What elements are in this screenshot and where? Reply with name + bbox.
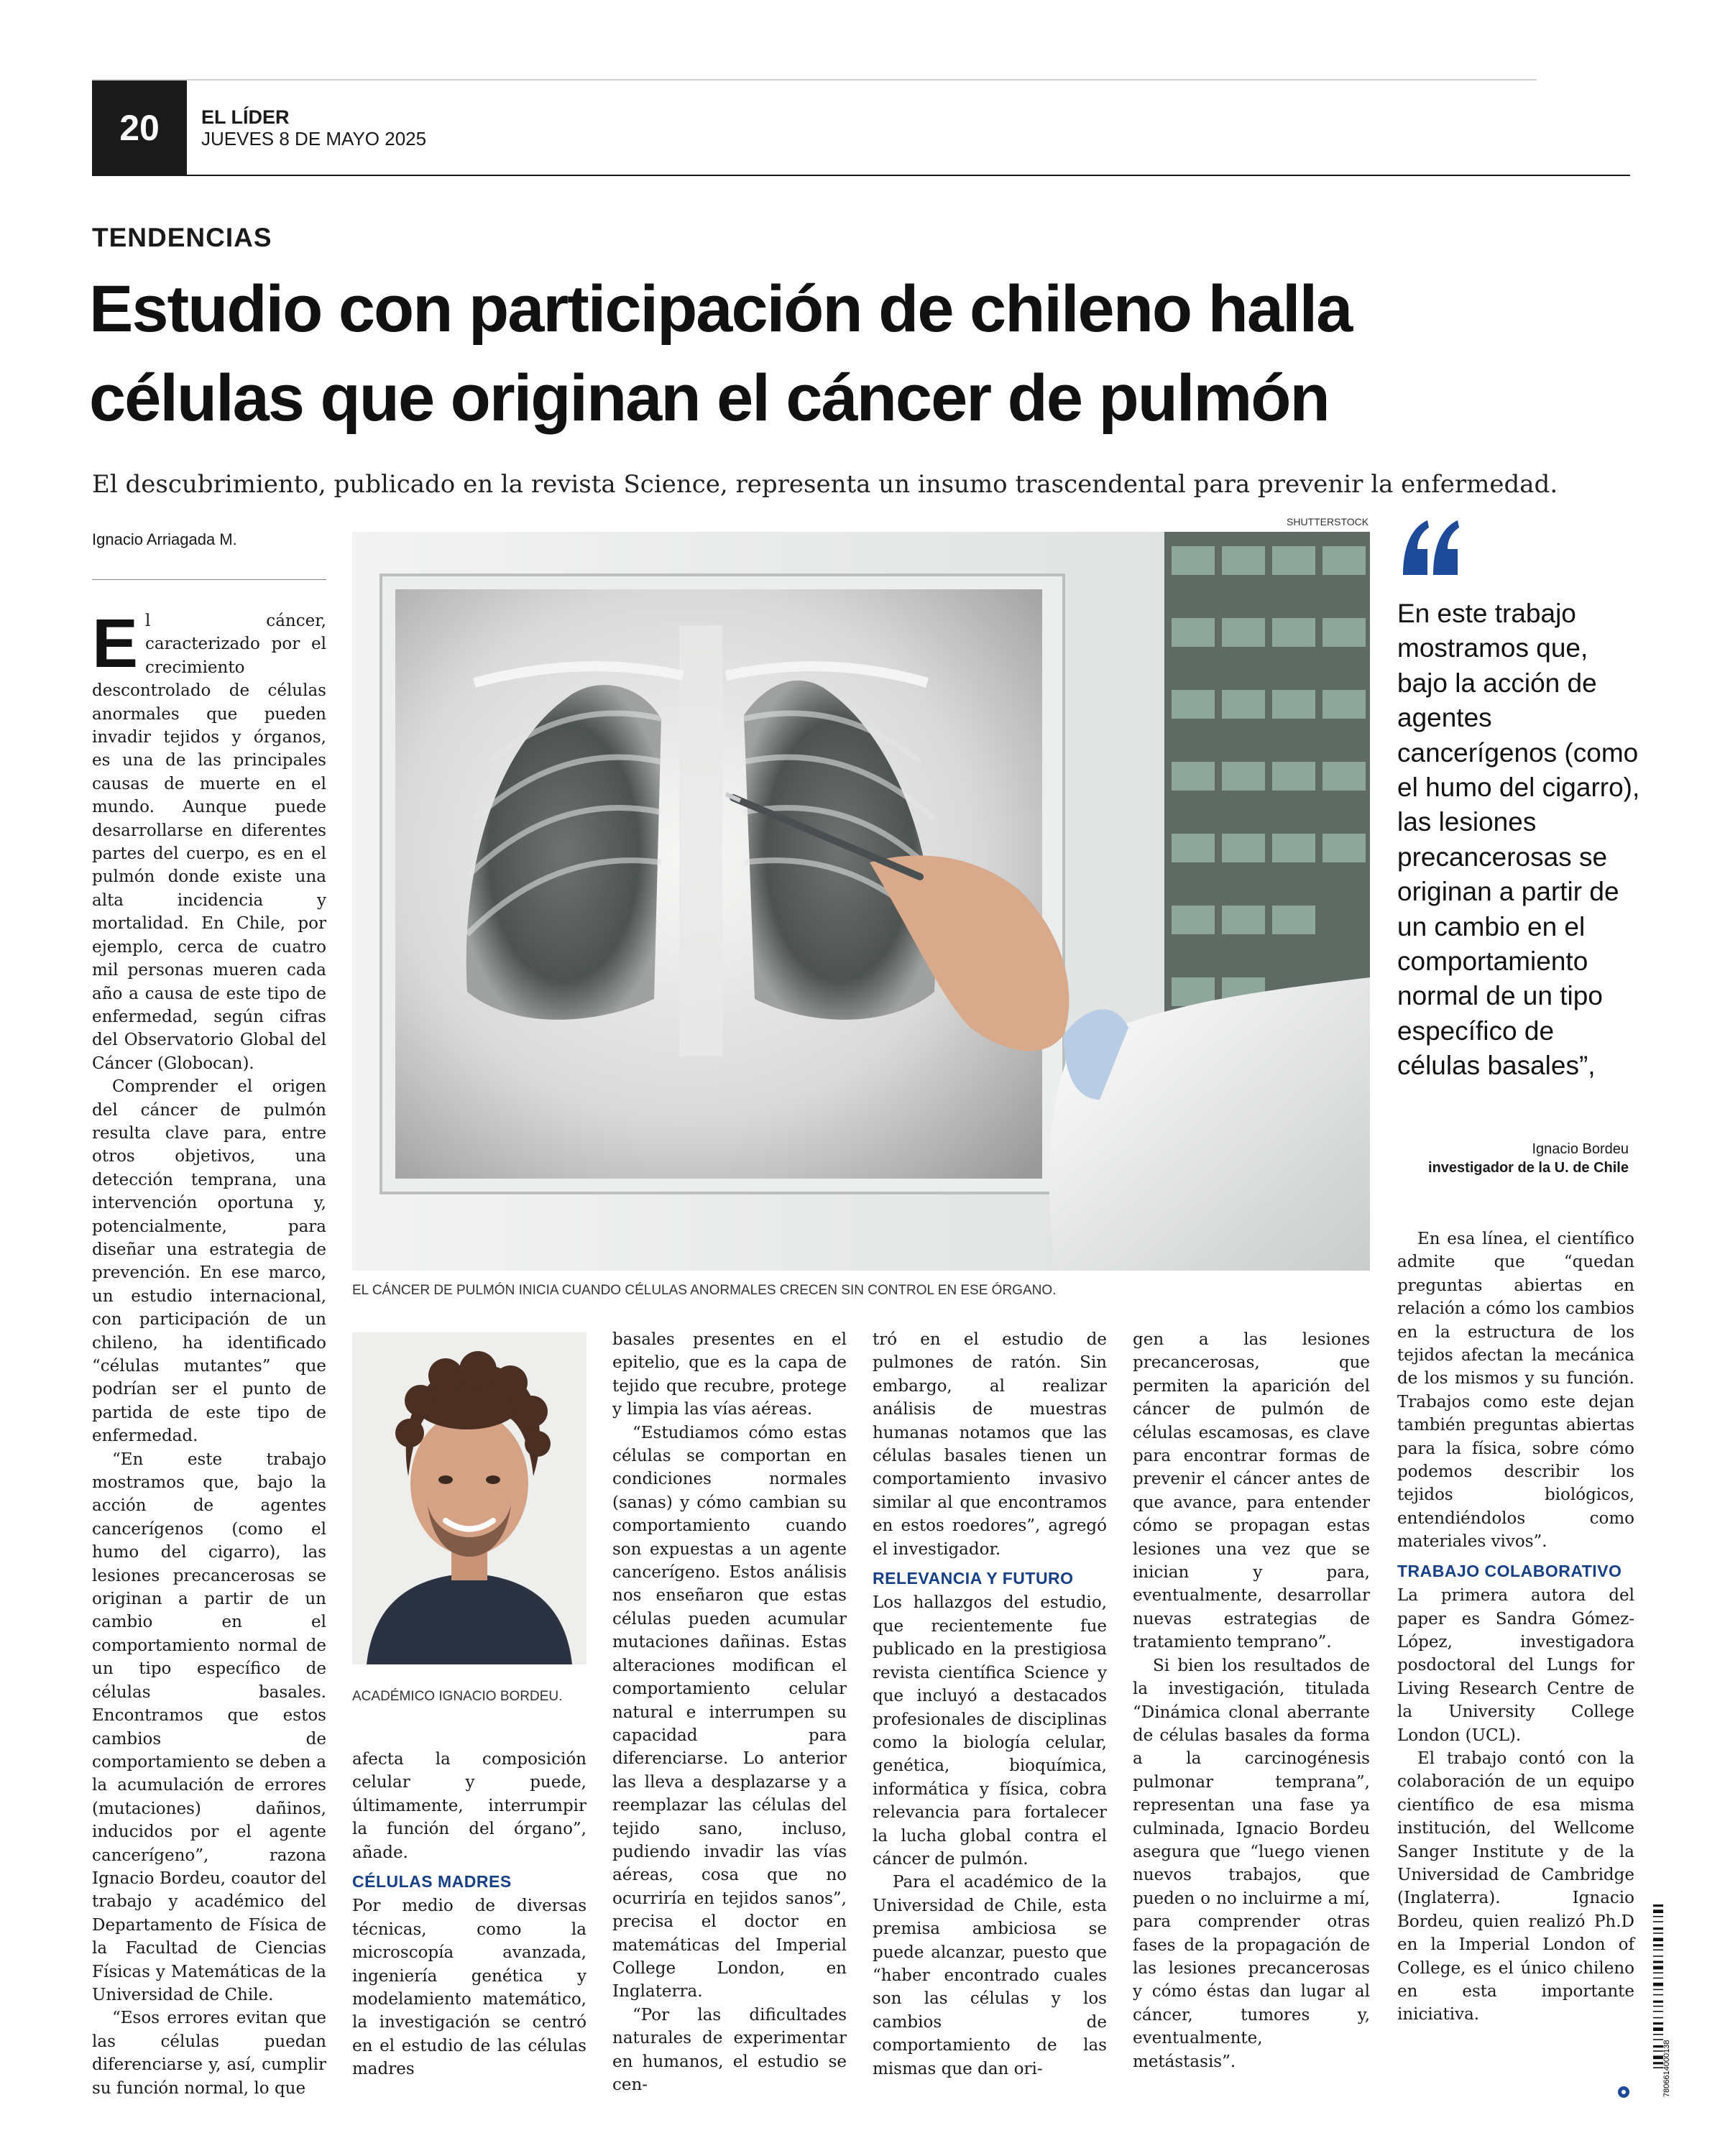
paragraph: tró en el estudio de pulmones de ratón. Sin embargo, al realizar análisis de muestras humanas notamos que las células basales tienen un comportamiento invasivo similar al que encontramos en estos roedores”, agregó el investigador. [873, 1330, 1107, 1559]
column-3 [612, 1328, 847, 2096]
paragraph: Comprender el origen del cáncer de pulmón resulta clave para, entre otros objetivos, una detección temprana, una intervención oportuna y, potencialmente, para diseñar una estrategia de prevención. En ese marco, un estudio internacional, con participación de un chileno, ha identificado “células mutantes” que podrían ser el punto de partida de este tipo de enfermedad. [92, 1077, 326, 1446]
byline: Ignacio Arriagada M. [92, 530, 237, 548]
portrait-caption: ACADÉMICO IGNACIO BORDEU. [352, 1689, 563, 1704]
quote-author-name: Ignacio Bordeu [1532, 1141, 1629, 1157]
paragraph: “En este trabajo mostramos que, bajo la acción de agentes cancerígenos (como el humo del cigarro), las lesiones precancerosas se originan a partir de un cambio en el comportamiento normal de un tipo específico de células basales. Encontramos que estos cambios de comportamiento se deben a la acumulación de errores (mutaciones) dañinos, inducidos por el agente cancerígeno”, razona Ignacio Bordeu, coautor del trabajo y académico del Departamento de Física de la Facultad de Ciencias Físicas y Matemáticas de la Universidad de Chile. [92, 1450, 326, 2004]
headline [89, 264, 1642, 443]
header-rule [92, 175, 1630, 176]
column-5 [1133, 1328, 1370, 2073]
subheading-relevancia: RELEVANCIA Y FUTURO [873, 1569, 1074, 1588]
paragraph: Si bien los resultados de la investigación, titulada “Dinámica clonal aberrante de células basales da forma a la carcinogénesis pulmonar temprana”, representan una fase ya culminada, Ignacio Bordeu asegura que “luego vienen nuevos trabajos, que pueden o no incluirme a mí, para comprender otras fases de la propagación de las lesiones precancerosas y cómo éstas dan lugar al cáncer, tumores y, eventualmente, metástasis”. [1133, 1656, 1370, 2071]
paper-date: JUEVES 8 DE MAYO 2025 [201, 128, 427, 149]
column-2 [352, 1748, 586, 2081]
photo-caption: EL CÁNCER DE PULMÓN INICIA CUANDO CÉLULAS ANORMALES CRECEN SIN CONTROL EN ESE ÓRGANO. [352, 1283, 1057, 1298]
headline-line-1: Estudio con participación de chileno halla [89, 272, 1352, 346]
column-1 [92, 605, 326, 2100]
quote-attribution [1428, 1140, 1629, 1177]
paragraph: El cáncer, caracterizado por el crecimiento descontrolado de células anormales que pueden invadir tejidos y órganos, es una de las principales causas de muerte en el mundo. Aunque puede desarrollarse en diferentes partes del cuerpo, es en el pulmón donde existe una alta incidencia y mortalidad. En Chile, por ejemplo, cerca de cuatro mil personas mueren cada año a causa de este tipo de enfermedad, según cifras del Observatorio Global del Cáncer (Globocan). [92, 605, 326, 1073]
page-number: 20 [92, 80, 187, 175]
paragraph: “Por las dificultades naturales de experimentar en humanos, el estudio se cen- [612, 2005, 847, 2094]
paragraph: gen a las lesiones precancerosas, que permiten la aparición del cáncer de pulmón de células escamosas, es clave para encontrar formas de prevenir el cáncer antes de que avance, para entender cómo se propagan estas lesiones una vez que se inician y para, eventualmente, desarrollar nuevas estrategias de tratamiento temprano”. [1133, 1330, 1370, 1652]
byline-rule [92, 579, 326, 580]
portrait-photo [352, 1332, 586, 1664]
dropcap: E [92, 605, 139, 682]
photo-credit: SHUTTERSTOCK [1287, 516, 1369, 528]
column-4 [873, 1328, 1107, 2081]
subheading-trabajo: TRABAJO COLABORATIVO [1397, 1561, 1622, 1580]
paragraph: En esa línea, el científico admite que “quedan preguntas abiertas en relación a cómo los cambios en la estructura de los tejidos afectan la mecánica de los mismos y su función. Trabajos como este dejan también preguntas abiertas para la física, sobre cómo podemos describir los tejidos biológicos, entendiéndolos como materiales vivos”. [1397, 1230, 1634, 1552]
paragraph: Por medio de diversas técnicas, como la microscopía avanzada, ingeniería genética y modelamiento matemático, la investigación se centró en el estudio de las células madres [352, 1897, 586, 2079]
paragraph: Para el académico de la Universidad de Chile, esta premisa ambiciosa se puede alcanzar, puesto que “haber encontrado cuales son las células y los cambios de comportamiento de las mismas que dan ori- [873, 1873, 1107, 2078]
end-mark-icon [1617, 2086, 1630, 2099]
top-rule [92, 79, 1537, 80]
subhead: El descubrimiento, publicado en la revista Science, representa un insumo trascendental para prevenir la enfermedad. [92, 470, 1558, 499]
quote-author-role: investigador de la U. de Chile [1428, 1160, 1629, 1176]
column-6 [1397, 1227, 1634, 2027]
barcode [1653, 1904, 1672, 2099]
paragraph: El trabajo contó con la colaboración de un equipo científico de esa misma institución, del Wellcome Sanger Institute y de la Universidad de Cambridge (Inglaterra). Ignacio Bordeu, quien realizó Ph.D en la Imperial London of College, es el único chileno en esta importante iniciativa. [1397, 1749, 1634, 2024]
xray-photo [352, 532, 1370, 1271]
pull-quote: En este trabajo mostramos que, bajo la acción de agentes cancerígenos (como el humo del cigarro), las lesiones precancerosas se originan a partir de un cambio en el comportamiento normal de un tipo específico de células basales”, [1397, 599, 1640, 1081]
paragraph: Los hallazgos del estudio, que recientemente fue publicado en la prestigiosa revista científica Science y que incluyó a destacados profesionales de disciplinas como la biología celular, genética, bioquímica, informática y física, cobra relevancia para fortalecer la lucha global contra el cáncer de pulmón. [873, 1593, 1107, 1869]
paragraph: La primera autora del paper es Sandra Gómez-López, investigadora posdoctoral del Lungs for Living Research Centre de la University College London (UCL). [1397, 1586, 1634, 1745]
paragraph: “Estudiamos cómo estas células se comportan en condiciones normales (sanas) y cómo cambian su comportamiento cuando son expuestas a un agente cancerígeno. Estos análisis nos enseñaron que estas células pueden acumular mutaciones dañinas. Estas alteraciones modifican el comportamiento celular natural e interrumpen su capacidad para diferenciarse. Lo anterior las lleva a desplazarse y a reemplazar las células del tejido sano, incluso, pudiendo invadir las vías aéreas, cosa que no ocurriría en tejidos sanos”, precisa el doctor en matemáticas del Imperial College London, en Inglaterra. [612, 1423, 847, 2001]
barcode-number: 7806614000138 [1662, 2040, 1671, 2097]
paragraph: afecta la composición celular y puede, últimamente, interrumpir la función del órgano”, añade. [352, 1750, 586, 1862]
paper-name: EL LÍDER [201, 106, 290, 128]
xray-illustration [352, 532, 1370, 1271]
paragraph: basales presentes en el epitelio, que es la capa de tejido que recubre, protege y limpia las vías aéreas. [612, 1330, 847, 1419]
headline-line-2: células que originan el cáncer de pulmón [89, 361, 1329, 435]
portrait-illustration [352, 1332, 586, 1664]
paragraph: “Esos errores evitan que las células puedan diferenciarse y, así, cumplir su función normal, lo que [92, 2009, 326, 2098]
section-label: TENDENCIAS [92, 223, 272, 252]
subheading-celulas-madres: CÉLULAS MADRES [352, 1872, 512, 1892]
quote-mark-icon [1402, 517, 1459, 585]
